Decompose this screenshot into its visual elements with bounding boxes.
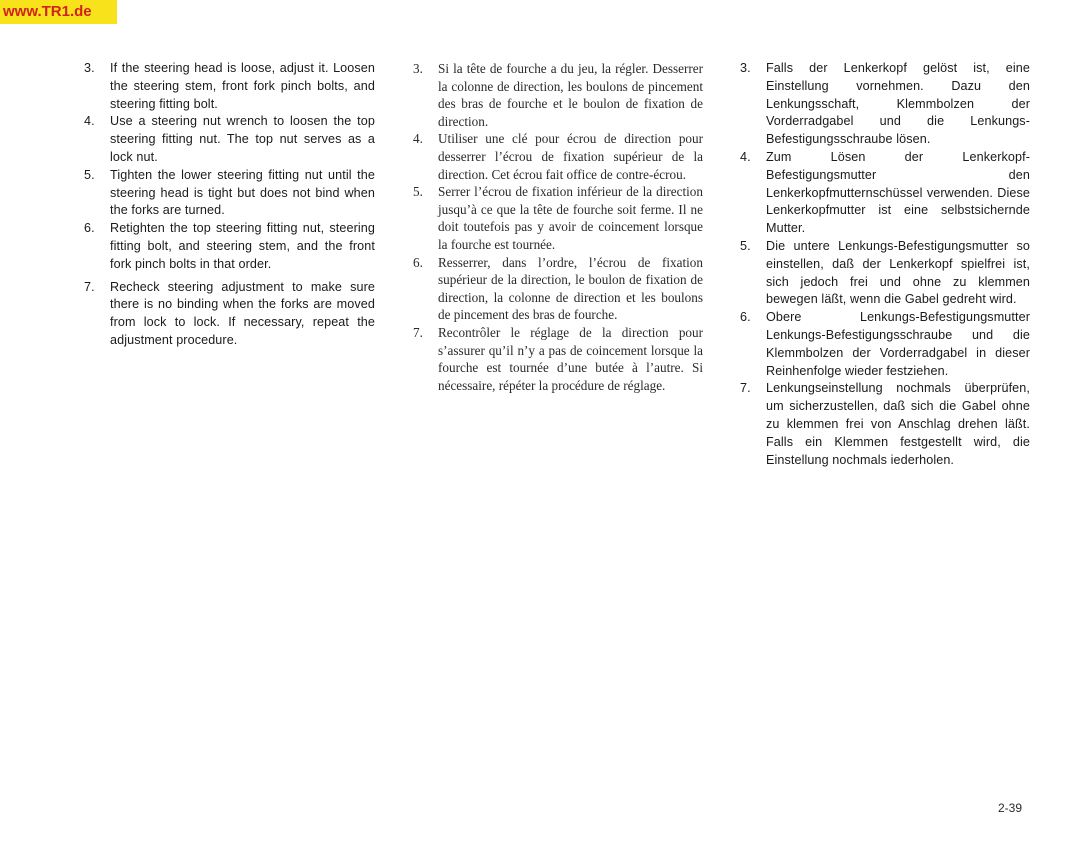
list-item — [84, 167, 375, 220]
german-steps-list — [740, 60, 1030, 469]
step-text: Lenkungseinstellung nochmals überprüfen, um sicherzustellen, daß sich die Gabel ohne zu klemmen frei von Anschlag drehen läßt. Falls ein Klemmen festgestellt wird, die Einstellung nochmals iederholen. — [766, 381, 1030, 467]
step-number: 7. — [413, 324, 423, 340]
step-number: 4. — [84, 114, 95, 129]
step-number: 5. — [84, 167, 95, 182]
step-number: 5. — [740, 238, 751, 253]
german-column — [740, 60, 1030, 469]
list-item — [740, 380, 1030, 469]
step-text: If the steering head is loose, adjust it. Loosen the steering stem, front fork pinch bolts, and steering fitting bolt. — [110, 61, 375, 111]
step-text: Die untere Lenkungs-Befestigungsmutter so einstellen, daß der Lenkerkopf spielfrei ist, sich jedoch frei und ohne zu klemmen bewegen läßt, wenn die Gabel gedreht wird. — [766, 238, 1030, 307]
step-number: 3. — [740, 61, 751, 75]
step-text: Utiliser une clé pour écrou de direction pour desserrer l’écrou de fixation supérieur de la direction. Cet écrou fait office de contre-écrou. — [438, 131, 703, 182]
step-text: Obere Lenkungs-Befestigungsmutter Lenkungs-Befestigungsschraube und die Klemmbolzen der Vorderradgabel in dieser Reinhenfolge wieder festziehen. — [766, 310, 1030, 378]
list-item — [740, 149, 1030, 238]
step-text: Falls der Lenkerkopf gelöst ist, eine Einstellung vornehmen. Dazu den Lenkungsschaft, Klemmbolzen der Vorderradgabel und die Lenkungs-Befestigungsschraube lösen. — [766, 61, 1030, 147]
step-text: Si la tête de fourche a du jeu, la régler. Desserrer la colonne de direction, les boulons de pincement des bras de fourche et le boulon de fixation de direction. — [438, 61, 703, 129]
page-number: 2-39 — [998, 801, 1023, 815]
french-column — [413, 60, 703, 394]
list-item — [84, 279, 375, 350]
list-item — [413, 130, 703, 183]
english-steps-list — [84, 60, 375, 350]
step-text: Resserrer, dans l’ordre, l’écrou de fixation supérieur de la direction, le boulon de fixation de direction, la colonne de direction et les boulons de pincement des bras de fourche. — [438, 254, 703, 323]
step-number: 6. — [740, 310, 751, 325]
step-number: 6. — [84, 221, 95, 236]
step-number: 3. — [84, 61, 95, 75]
step-text: Use a steering nut wrench to loosen the top steering fitting nut. The top nut serves as a lock nut. — [110, 114, 375, 164]
list-item — [740, 238, 1030, 309]
list-item — [413, 324, 703, 394]
step-number: 3. — [413, 61, 423, 76]
list-item — [413, 183, 703, 253]
list-item — [84, 220, 375, 273]
step-number: 5. — [413, 184, 423, 200]
step-number: 6. — [413, 254, 423, 270]
step-text: Retighten the top steering fitting nut, steering fitting bolt, and steering stem, and the front fork pinch bolts in that order. — [110, 221, 375, 271]
list-item — [740, 60, 1030, 149]
step-number: 7. — [84, 279, 95, 294]
step-text: Recontrôler le réglage de la direction pour s’assurer qu’il n’y a pas de coincement lorsque la fourche est tournée d’une butée à l’autre. Si nécessaire, répéter la procédure de réglage. — [438, 324, 703, 393]
watermark-logo — [0, 0, 117, 24]
step-text: Tighten the lower steering fitting nut until the steering head is tight but does not bind when the forks are turned. — [110, 167, 375, 218]
step-number: 4. — [740, 149, 751, 164]
step-text: Serrer l’écrou de fixation inférieur de la direction jusqu’à ce que la tête de fourche soit ferme. Il ne doit toutefois pas y avoir de coincement lorsque la fourche est tournée. — [438, 184, 703, 252]
list-item — [84, 113, 375, 166]
watermark-text: www.TR1.de — [3, 3, 92, 20]
list-item — [740, 309, 1030, 380]
english-column — [84, 60, 375, 350]
step-number: 4. — [413, 131, 423, 147]
step-text: Recheck steering adjustment to make sure there is no binding when the forks are moved from lock to lock. If necessary, repeat the adjustment procedure. — [110, 279, 375, 347]
step-number: 7. — [740, 381, 751, 396]
list-item — [413, 254, 703, 324]
list-item — [413, 60, 703, 130]
list-item — [84, 60, 375, 113]
french-steps-list — [413, 60, 703, 394]
step-text: Zum Lösen der Lenkerkopf-Befestigungsmutter den Lenkerkopfmutternschüssel verwenden. Diese Lenkerkopfmutter ist eine selbstsichernde Mutter. — [766, 149, 1030, 236]
